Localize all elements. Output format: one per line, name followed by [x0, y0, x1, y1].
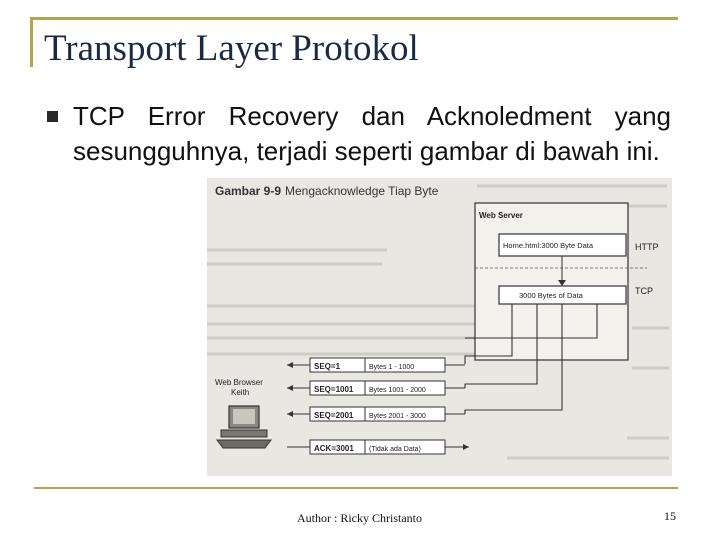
ack-desc: (Tidak ada Data): [369, 446, 421, 453]
http-layer-label: HTTP: [635, 242, 659, 252]
segments-group: [287, 358, 469, 454]
seq-label: SEQ=1001: [314, 385, 354, 394]
bullet-square-icon: [47, 111, 58, 122]
title-frame-top-line: [30, 17, 678, 20]
seq-desc: Bytes 1001 - 2000: [369, 387, 426, 394]
footer-divider: [34, 487, 678, 489]
figure-caption-number: Gambar 9-9: [215, 184, 282, 198]
web-server-label: Web Server: [479, 211, 523, 220]
seq-desc: Bytes 1 - 1000: [369, 364, 415, 371]
title-frame-left-line: [30, 17, 33, 67]
client-label-line1: Web Browser: [215, 378, 263, 387]
tcp-layer-label: TCP: [635, 286, 653, 296]
web-server-box: [475, 203, 628, 360]
tcp-data-label: 3000 Bytes of Data: [519, 291, 583, 300]
computer-icon: [217, 406, 271, 448]
client-label-line2: Keith: [231, 388, 250, 397]
figure-caption-text: Mengacknowledge Tiap Byte: [285, 184, 439, 198]
seq-desc: Bytes 2001 - 3000: [369, 413, 426, 420]
http-data-label: Home.html:3000 Byte Data: [503, 241, 594, 250]
figure-image: [207, 178, 672, 476]
page-number: 15: [664, 509, 676, 523]
seq-label: SEQ=2001: [314, 411, 354, 420]
slide-title: Transport Layer Protokol: [44, 28, 419, 69]
seq-label: SEQ=1: [314, 362, 341, 371]
ack-label: ACK=3001: [314, 444, 354, 453]
bullet-text: TCP Error Recovery dan Acknoledment yang sesungguhnya, terjadi seperti gambar di bawah ini.: [73, 101, 671, 166]
author-text: Author : Ricky Christanto: [297, 511, 422, 525]
